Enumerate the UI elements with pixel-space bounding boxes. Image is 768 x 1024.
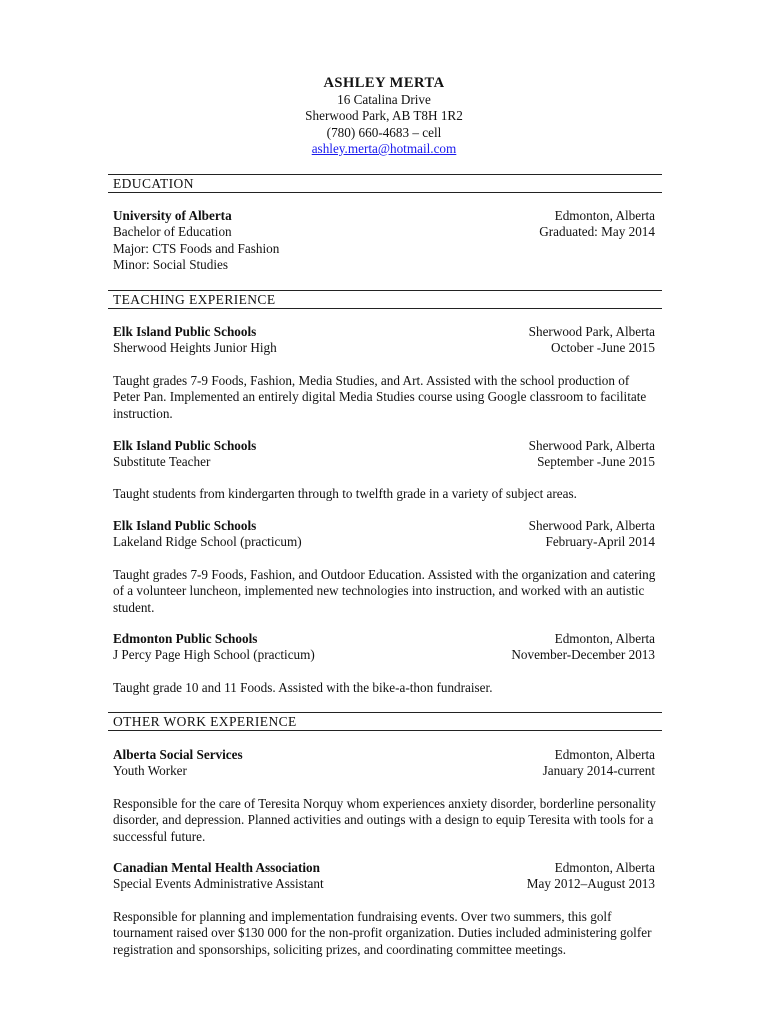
job-location: Edmonton, Alberta <box>554 747 655 762</box>
job-description: Taught grades 7-9 Foods, Fashion, and Outdoor Education. Assisted with the organization and catering of a volunteer luncheon, implemented new technologies into instruction, and worked with an autistic student. <box>113 567 656 615</box>
job-location: Edmonton, Alberta <box>554 860 655 875</box>
section-heading: OTHER WORK EXPERIENCE <box>108 712 662 731</box>
education-section <box>108 174 662 193</box>
job-dates: September -June 2015 <box>537 454 655 470</box>
job-organization: Edmonton Public Schools <box>113 631 258 646</box>
job-entry <box>113 324 655 357</box>
job-dates: February-April 2014 <box>545 534 655 550</box>
section-heading: EDUCATION <box>108 174 662 193</box>
teaching-section <box>108 290 662 309</box>
minor: Minor: Social Studies <box>113 256 229 272</box>
graduation-date: Graduated: May 2014 <box>539 224 655 240</box>
contact-header <box>0 75 768 157</box>
job-description: Responsible for planning and implementation fundraising events. Over two summers, this golf tournament raised over $130 000 for the non-profit organization. Duties included administering golfer registration and sponsorships, soliciting prizes, and coordinating committee meetings. <box>113 909 652 957</box>
job-role: Substitute Teacher <box>113 454 211 470</box>
job-dates: October -June 2015 <box>550 340 655 356</box>
job-description: Taught grade 10 and 11 Foods. Assisted with the bike-a-thon fundraiser. <box>113 680 493 695</box>
other-work-section <box>108 712 662 731</box>
phone-number: (780) 660-4683 – cell <box>326 124 442 140</box>
job-entry <box>113 860 655 893</box>
applicant-name: ASHLEY MERTA <box>323 75 445 91</box>
job-location: Sherwood Park, Alberta <box>528 518 655 533</box>
address-line-2: Sherwood Park, AB T8H 1R2 <box>305 108 463 124</box>
job-location: Edmonton, Alberta <box>554 631 655 646</box>
school-name: University of Alberta <box>113 208 232 223</box>
job-organization: Canadian Mental Health Association <box>113 860 320 875</box>
job-dates: November-December 2013 <box>511 647 655 663</box>
job-dates: May 2012–August 2013 <box>526 876 655 892</box>
degree: Bachelor of Education <box>113 224 232 240</box>
job-location: Sherwood Park, Alberta <box>528 438 655 453</box>
job-organization: Elk Island Public Schools <box>113 518 257 533</box>
job-entry <box>113 747 655 780</box>
job-description: Taught grades 7-9 Foods, Fashion, Media Studies, and Art. Assisted with the school production of Peter Pan. Implemented an entirely digital Media Studies course using Google classroom to facilitate instruction. <box>113 373 647 421</box>
email-link[interactable]: ashley.merta@hotmail.com <box>311 140 457 156</box>
education-entry <box>113 208 655 273</box>
job-role: J Percy Page High School (practicum) <box>113 647 315 663</box>
school-location: Edmonton, Alberta <box>554 208 655 223</box>
job-entry <box>113 518 655 551</box>
job-role: Special Events Administrative Assistant <box>113 876 324 892</box>
job-organization: Elk Island Public Schools <box>113 438 257 453</box>
job-role: Lakeland Ridge School (practicum) <box>113 534 302 550</box>
job-role: Youth Worker <box>113 763 187 779</box>
job-entry <box>113 438 655 471</box>
job-organization: Alberta Social Services <box>113 747 243 762</box>
major: Major: CTS Foods and Fashion <box>113 240 280 256</box>
job-role: Sherwood Heights Junior High <box>113 340 277 356</box>
job-description: Taught students from kindergarten through to twelfth grade in a variety of subject areas. <box>113 486 577 501</box>
section-heading: TEACHING EXPERIENCE <box>108 290 662 309</box>
job-entry <box>113 631 655 664</box>
job-location: Sherwood Park, Alberta <box>528 324 655 339</box>
job-organization: Elk Island Public Schools <box>113 324 257 339</box>
job-dates: January 2014-current <box>542 763 655 779</box>
job-description: Responsible for the care of Teresita Norquy whom experiences anxiety disorder, borderline personality disorder, and depression. Planned activities and outings with a design to equip Teresita with tools for a successful future. <box>113 796 656 844</box>
address-line-1: 16 Catalina Drive <box>337 92 431 107</box>
